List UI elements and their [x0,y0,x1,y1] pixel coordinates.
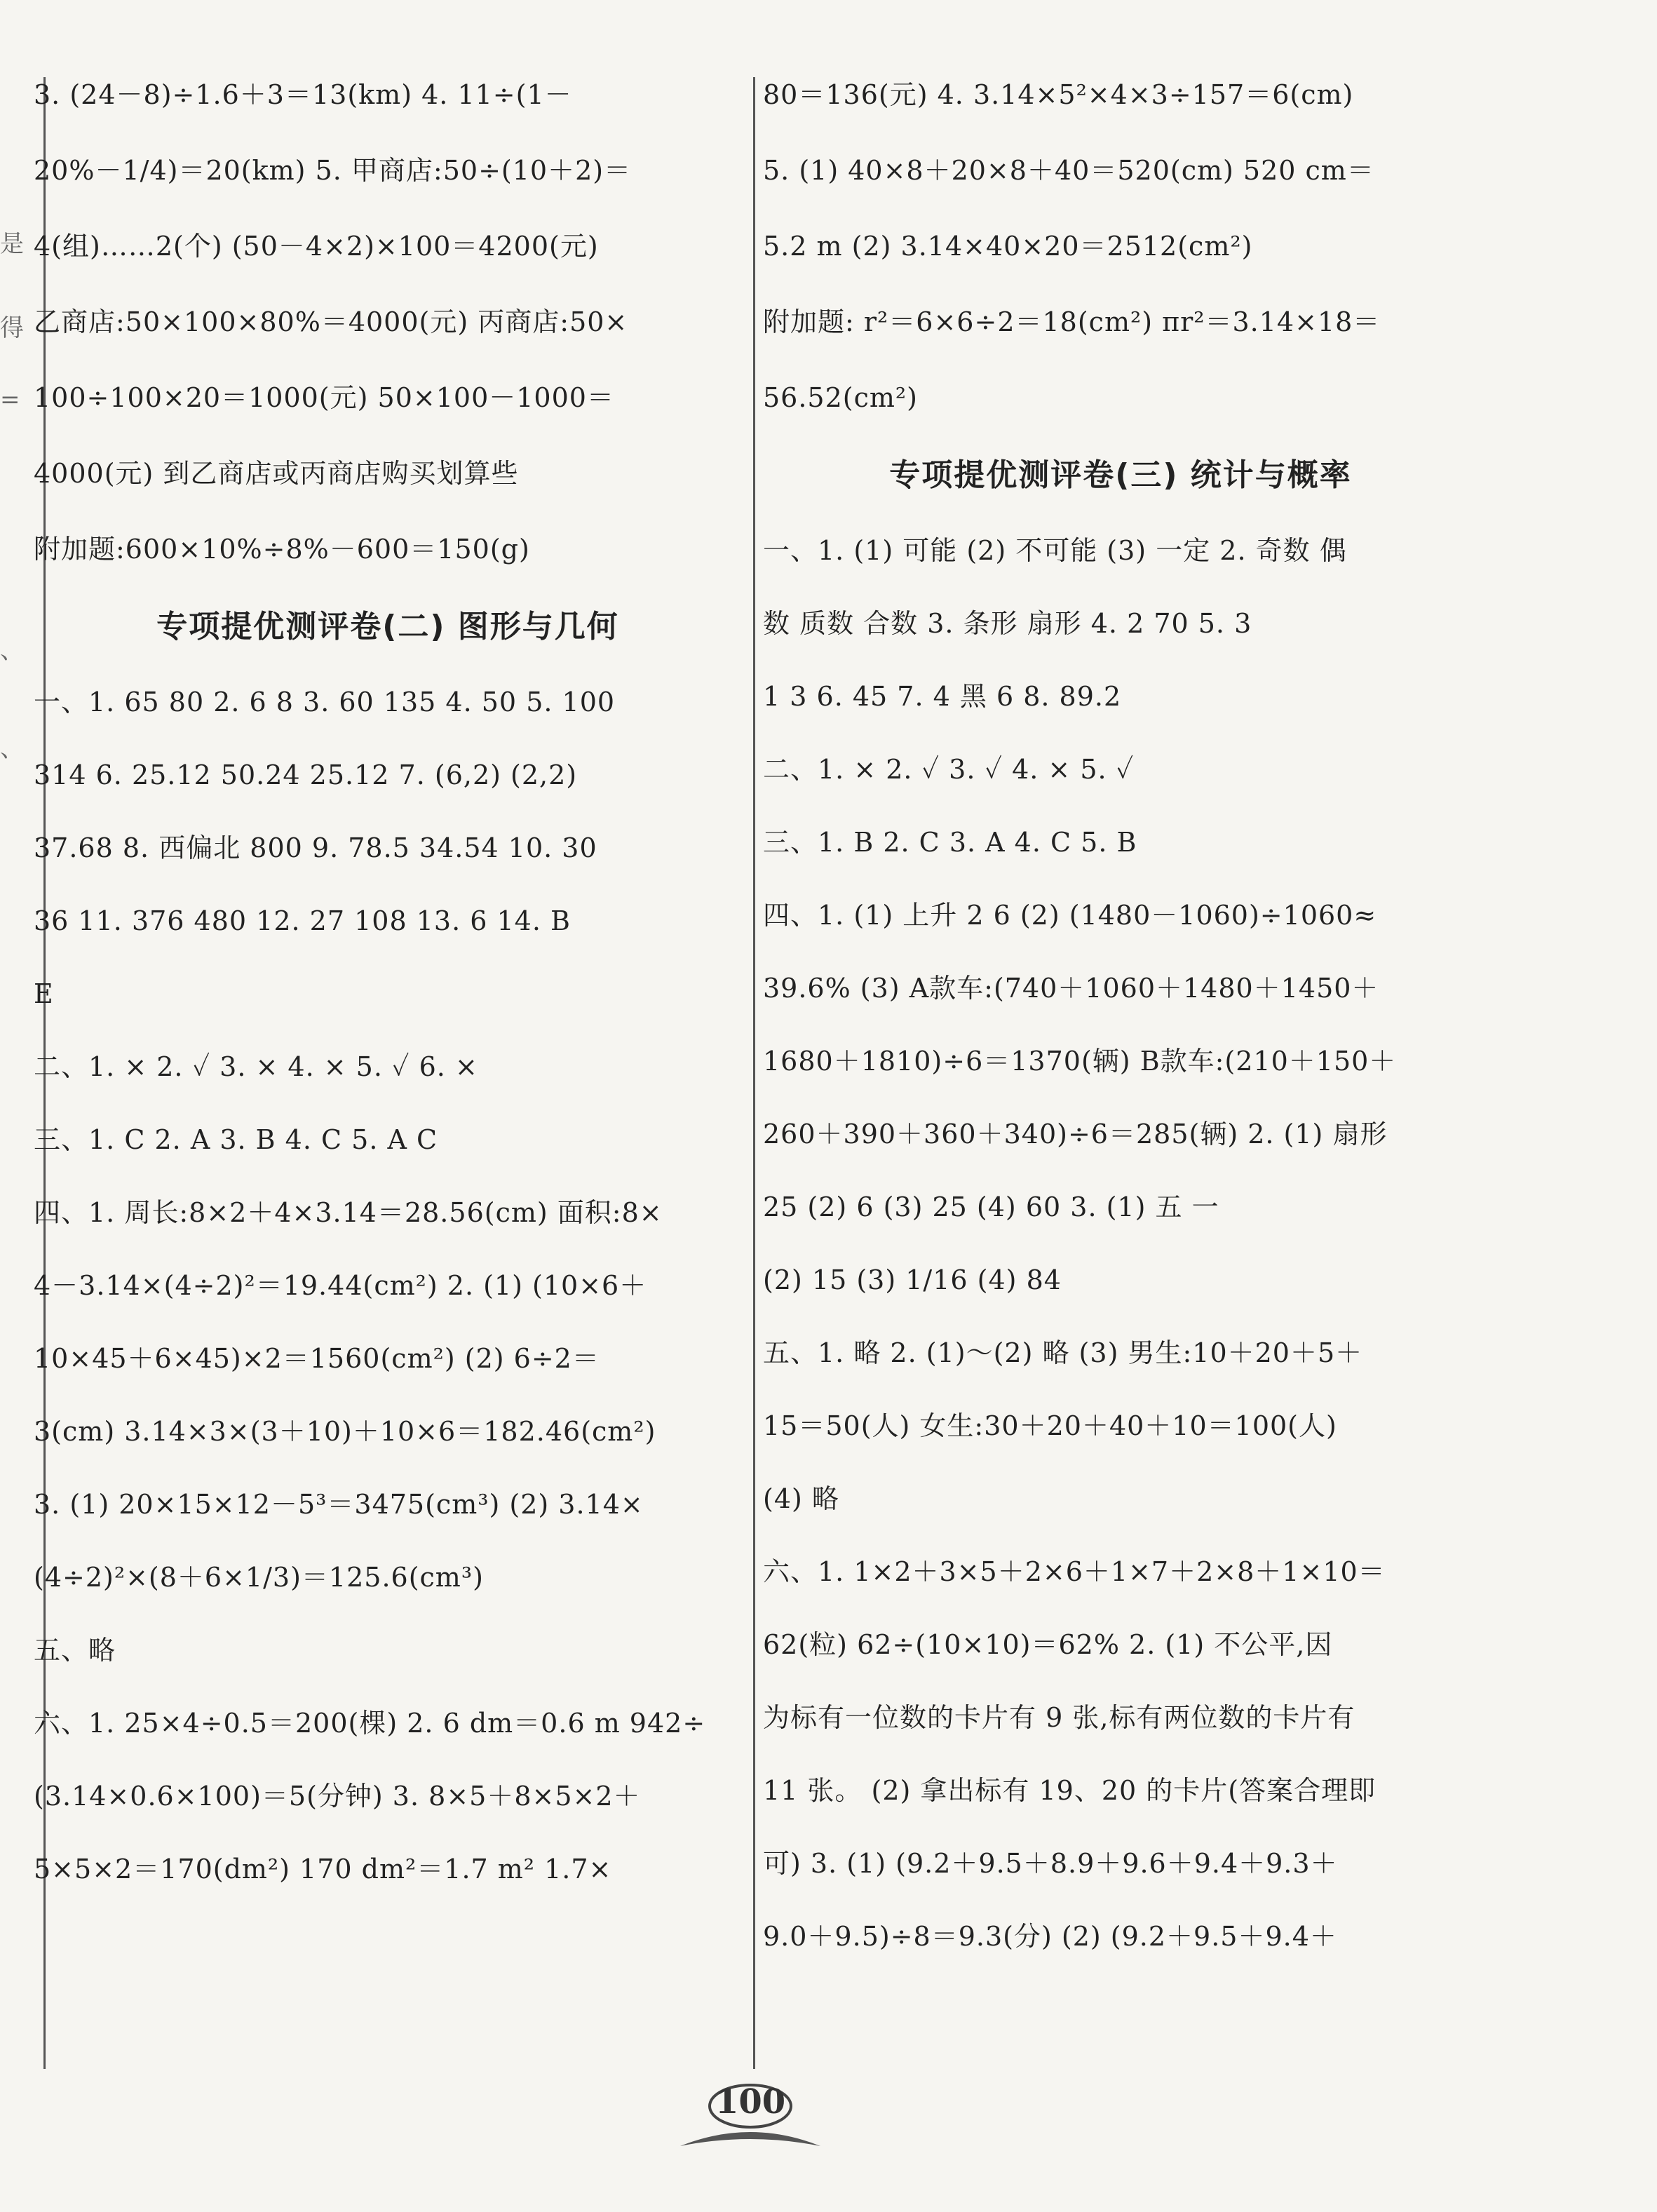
page-footer [673,2079,827,2164]
answer-line: 9.0＋9.5)÷8＝9.3(分) (2) (9.2＋9.5＋9.4＋ [763,1921,1337,1952]
edge-char: 、 [0,735,24,763]
answer-line: 4(组)……2(个) (50－4×2)×100＝4200(元) [34,231,599,262]
edge-char: 、 [0,637,24,665]
answer-line: 56.52(cm²) [763,382,918,413]
answer-line: 4000(元) 到乙商店或丙商店购买划算些 [34,458,519,489]
section-title: 专项提优测评卷(三) 统计与概率 [889,457,1352,493]
answer-line: (4) 略 [763,1483,839,1514]
answer-line: 5×5×2＝170(dm²) 170 dm²＝1.7 m² 1.7× [34,1854,612,1884]
bonus-answer-line: 附加题:600×10%÷8%－600＝150(g) [34,534,530,565]
answer-line: 一、1. 65 80 2. 6 8 3. 60 135 4. 50 5. 100 [34,687,616,717]
answer-line: 314 6. 25.12 50.24 25.12 7. (6,2) (2,2) [34,760,578,790]
answer-line: 1680＋1810)÷6＝1370(辆) B款车:(210＋150＋ [763,1046,1397,1077]
answer-line: E [34,978,54,1009]
right-column [763,77,1478,1992]
answer-line: 数 质数 合数 3. 条形 扇形 4. 2 70 5. 3 [763,608,1252,639]
section-title: 专项提优测评卷(二) 图形与几何 [156,609,619,645]
answer-line: (2) 15 (3) 1/16 (4) 84 [763,1265,1062,1295]
answer-line: 5.2 m (2) 3.14×40×20＝2512(cm²) [763,231,1253,262]
answer-line: 四、1. 周长:8×2＋4×3.14＝28.56(cm) 面积:8× [34,1197,663,1228]
answer-line: 五、1. 略 2. (1)～(2) 略 (3) 男生:10＋20＋5＋ [763,1337,1363,1368]
answer-line: 4－3.14×(4÷2)²＝19.44(cm²) 2. (1) (10×6＋ [34,1270,647,1301]
answer-line: 62(粒) 62÷(10×10)＝62% 2. (1) 不公平,因 [763,1629,1333,1660]
answer-line: 80＝136(元) 4. 3.14×5²×4×3÷157＝6(cm) [763,79,1354,110]
answer-line: 为标有一位数的卡片有 9 张,标有两位数的卡片有 [763,1702,1355,1733]
edge-char: = [0,386,20,414]
answer-line: 37.68 8. 西偏北 800 9. 78.5 34.54 10. 30 [34,832,597,863]
answer-line: 二、1. × 2. ✓ 3. ✓ 4. × 5. ✓ [763,754,1135,785]
answer-line: 1 3 6. 45 7. 4 黑 6 8. 89.2 [763,681,1122,712]
answer-line: 10×45＋6×45)×2＝1560(cm²) (2) 6÷2＝ [34,1343,600,1374]
answer-line: 3. (24－8)÷1.6＋3＝13(km) 4. 11÷(1－ [34,79,572,110]
answer-line: 六、1. 25×4÷0.5＝200(棵) 2. 6 dm＝0.6 m 942÷ [34,1708,706,1739]
answer-line: 25 (2) 6 (3) 25 (4) 60 3. (1) 五 一 [763,1192,1219,1222]
answer-line: 一、1. (1) 可能 (2) 不可能 (3) 一定 2. 奇数 偶 [763,535,1347,566]
answer-line: 260＋390＋360＋340)÷6＝285(辆) 2. (1) 扇形 [763,1119,1388,1149]
answer-line: 15＝50(人) 女生:30＋20＋40＋10＝100(人) [763,1410,1337,1441]
answer-line: 39.6% (3) A款车:(740＋1060＋1480＋1450＋ [763,973,1379,1004]
bonus-answer-line: 附加题: r²＝6×6÷2＝18(cm²) πr²＝3.14×18＝ [763,306,1381,337]
answer-line: 3(cm) 3.14×3×(3＋10)＋10×6＝182.46(cm²) [34,1416,656,1447]
edge-char: 是 [0,230,24,258]
answer-line: 36 11. 376 480 12. 27 108 13. 6 14. B [34,905,571,936]
page-number: 100 [715,2082,786,2122]
answer-line: 乙商店:50×100×80%＝4000(元) 丙商店:50× [34,306,628,337]
answer-line: (3.14×0.6×100)＝5(分钟) 3. 8×5＋8×5×2＋ [34,1781,641,1812]
answer-line: 3. (1) 20×15×12－5³＝3475(cm³) (2) 3.14× [34,1489,644,1520]
answer-line: 20%－1/4)＝20(km) 5. 甲商店:50÷(10＋2)＝ [34,155,632,186]
answer-line: 六、1. 1×2＋3×5＋2×6＋1×7＋2×8＋1×10＝ [763,1556,1386,1587]
answer-line: 五、略 [34,1635,116,1666]
answer-line: 三、1. B 2. C 3. A 4. C 5. B [763,827,1137,858]
answer-line: 100÷100×20＝1000(元) 50×100－1000＝ [34,382,614,413]
answer-line: 二、1. × 2. ✓ 3. × 4. × 5. ✓ 6. × [34,1051,478,1082]
answer-line: (4÷2)²×(8＋6×1/3)＝125.6(cm³) [34,1562,484,1593]
left-column [34,77,742,1924]
answer-line: 11 张。 (2) 拿出标有 19、20 的卡片(答案合理即 [763,1775,1377,1806]
answer-line: 可) 3. (1) (9.2＋9.5＋8.9＋9.6＋9.4＋9.3＋ [763,1848,1338,1879]
answer-line: 四、1. (1) 上升 2 6 (2) (1480－1060)÷1060≈ [763,900,1377,931]
center-column-rule [753,77,755,2069]
answer-line: 三、1. C 2. A 3. B 4. C 5. A C [34,1124,438,1155]
answer-line: 5. (1) 40×8＋20×8＋40＝520(cm) 520 cm＝ [763,155,1374,186]
edge-char: 得 [0,314,24,342]
